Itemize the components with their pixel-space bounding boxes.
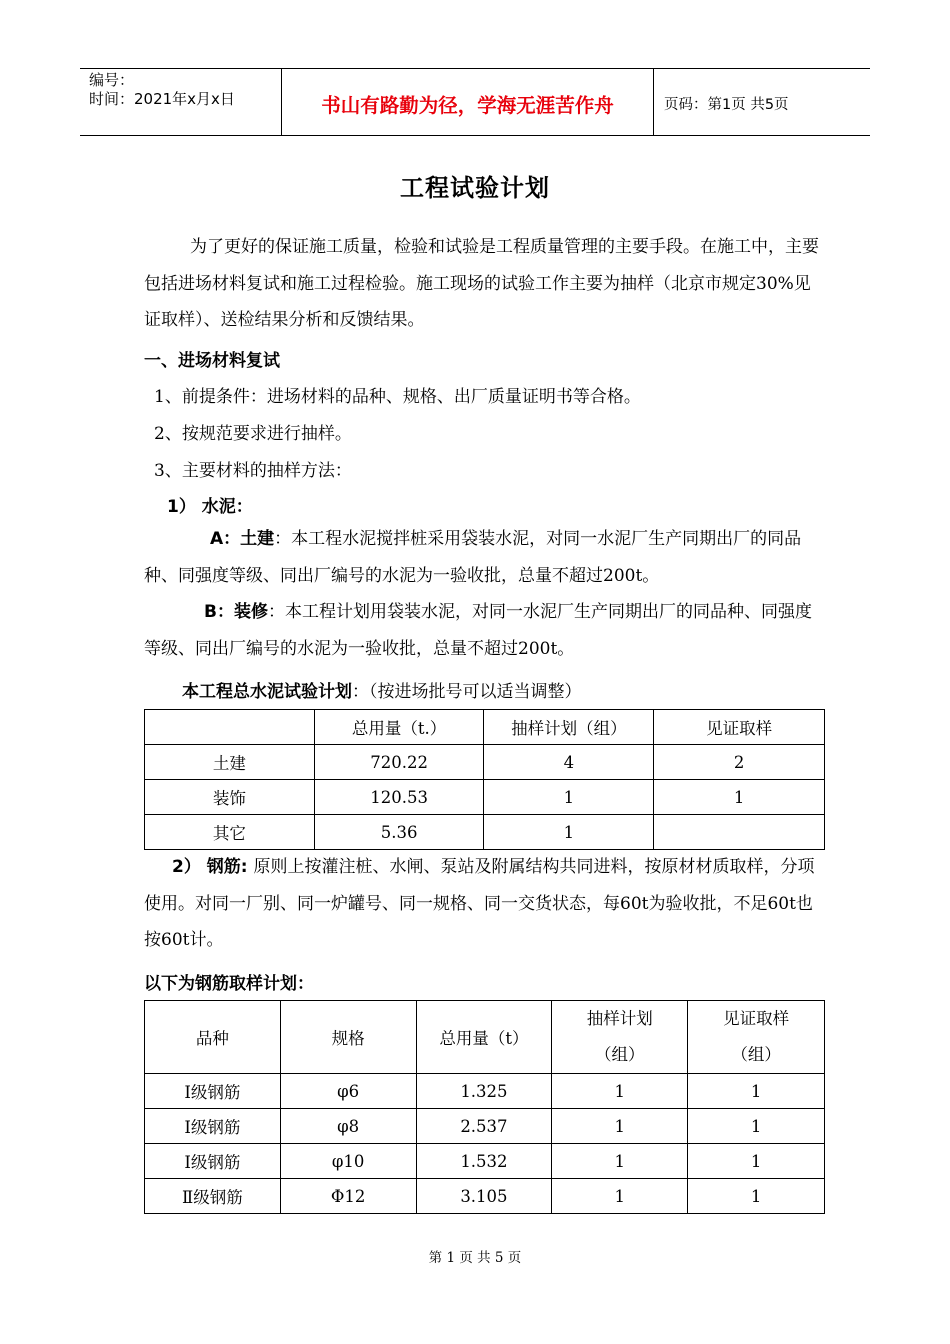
table-cell: 3.105: [416, 1179, 552, 1214]
table-cell: 1.325: [416, 1074, 552, 1109]
table-cell: 1: [688, 1074, 825, 1109]
cement-b-text: ：本工程计划用袋装水泥，对同一水泥厂生产同期出厂的同品种、同强度等级、同出厂编号的水泥为一验收批，总量不超过200t。: [144, 602, 812, 659]
table-cell: 1: [552, 1109, 688, 1144]
table-cell: 1: [552, 1144, 688, 1179]
table-header-cell: 总用量（t）: [416, 1001, 552, 1074]
table-cell: 其它: [145, 815, 315, 850]
cement-plan-label: 本工程总水泥试验计划: [182, 682, 352, 702]
table-cell: 1: [484, 780, 654, 815]
table-row: [145, 1109, 825, 1144]
table-cell: 1: [552, 1074, 688, 1109]
steel-paragraph: 2） 钢筋: 原则上按灌注桩、水闸、泵站及附属结构共同进料，按原材材质取样，分项使用。对同一厂别、同一炉罐号、同一规格、同一交货状态，每60t为验收批，不足60t也按60t计。: [144, 857, 815, 950]
table-row: [145, 815, 825, 850]
list-item: 1、前提条件：进场材料的品种、规格、出厂质量证明书等合格。: [154, 387, 641, 407]
page-title: 工程试验计划: [400, 174, 550, 202]
table-cell: 4: [484, 745, 654, 780]
table-row: [145, 745, 825, 780]
steel-plan-label: 以下为钢筋取样计划：: [144, 974, 314, 994]
header-subline: （组）: [595, 1045, 645, 1064]
table-header-cell: [552, 1001, 688, 1074]
table-row: [145, 1179, 825, 1214]
cement-a-text: ：本工程水泥搅拌桩采用袋装水泥，对同一水泥厂生产同期出厂的同品种、同强度等级、同出厂编号的水泥为一验收批，总量不超过200t。: [144, 529, 802, 586]
steel-sampling-table: [144, 1000, 825, 1214]
table-header-cell: 品种: [145, 1001, 281, 1074]
header-motto: 书山有路勤为径，学海无涯苦作舟: [281, 69, 654, 135]
time-label: 时间：2021年x月x日: [89, 90, 235, 108]
subsection-heading: 1） 水泥：: [167, 497, 253, 517]
table-cell: 2.537: [416, 1109, 552, 1144]
table-cell: 720.22: [314, 745, 484, 780]
table-header-cell: 见证取样: [654, 710, 825, 745]
header-line: 抽样计划: [586, 1009, 653, 1028]
table-cell: [654, 815, 825, 850]
cement-a-label: A：土建: [210, 529, 275, 549]
table-cell: 1: [688, 1144, 825, 1179]
list-item: 2、按规范要求进行抽样。: [154, 424, 352, 444]
table-cell: 1: [552, 1179, 688, 1214]
header-line: 见证取样: [723, 1009, 790, 1028]
table-cell: 120.53: [314, 780, 484, 815]
section-heading: 一、进场材料复试: [144, 351, 280, 371]
table-cell: 土建: [145, 745, 315, 780]
table-cell: 1: [484, 815, 654, 850]
table-cell: Ⅰ级钢筋: [145, 1074, 281, 1109]
table-cell: Ⅱ级钢筋: [145, 1179, 281, 1214]
table-cell: Ⅰ级钢筋: [145, 1109, 281, 1144]
number-label: 编号：: [89, 71, 135, 89]
table-cell: Ⅰ级钢筋: [145, 1144, 281, 1179]
table-row: [145, 780, 825, 815]
table-cell: 5.36: [314, 815, 484, 850]
header-meta: [80, 69, 281, 135]
cement-b-label: B：装修: [204, 602, 268, 622]
page-footer: 第 1 页 共 5 页: [428, 1250, 522, 1266]
list-item: 3、主要材料的抽样方法：: [154, 461, 352, 481]
table-header-cell: 总用量（t.）: [314, 710, 484, 745]
table-header-row: [145, 710, 825, 745]
cement-plan-note: ：（按进场批号可以适当调整）: [352, 682, 582, 702]
table-cell: 1: [688, 1109, 825, 1144]
header-page-info: 页码：第1页 共5页: [664, 96, 789, 113]
table-header-cell: 抽样计划（组）: [484, 710, 654, 745]
header-subline: （组）: [731, 1045, 781, 1064]
cement-plan-line: [182, 677, 582, 702]
intro-paragraph: 为了更好的保证施工质量，检验和试验是工程质量管理的主要手段。在施工中，主要包括进场材料复试和施工过程检验。施工现场的试验工作主要为抽样（北京市规定30%见证取样）、送检结果分析和反馈结果。: [144, 237, 819, 330]
table-header-row: [145, 1001, 825, 1074]
cement-b-paragraph: [144, 594, 824, 667]
table-cell: 1: [654, 780, 825, 815]
table-cell: 1: [688, 1179, 825, 1214]
table-cell: Φ12: [280, 1179, 416, 1214]
table-cell: 1.532: [416, 1144, 552, 1179]
steel-label: 2） 钢筋: [172, 857, 241, 877]
table-row: [145, 1074, 825, 1109]
steel-text: 原则上按灌注桩、水闸、泵站及附属结构共同进料，按原材材质取样，分项使用。对同一厂别、同一炉罐号、同一规格、同一交货状态，每60t为验收批，不足60t也按60t计。: [144, 857, 815, 950]
table-cell: φ10: [280, 1144, 416, 1179]
cement-test-table: [144, 709, 825, 850]
table-cell: 装饰: [145, 780, 315, 815]
table-row: [145, 1144, 825, 1179]
table-header-cell: [145, 710, 315, 745]
table-header-cell: [688, 1001, 825, 1074]
table-cell: 2: [654, 745, 825, 780]
table-cell: φ8: [280, 1109, 416, 1144]
cement-a-paragraph: [144, 521, 824, 594]
table-header-cell: 规格: [280, 1001, 416, 1074]
document-header: [80, 68, 870, 136]
table-cell: φ6: [280, 1074, 416, 1109]
